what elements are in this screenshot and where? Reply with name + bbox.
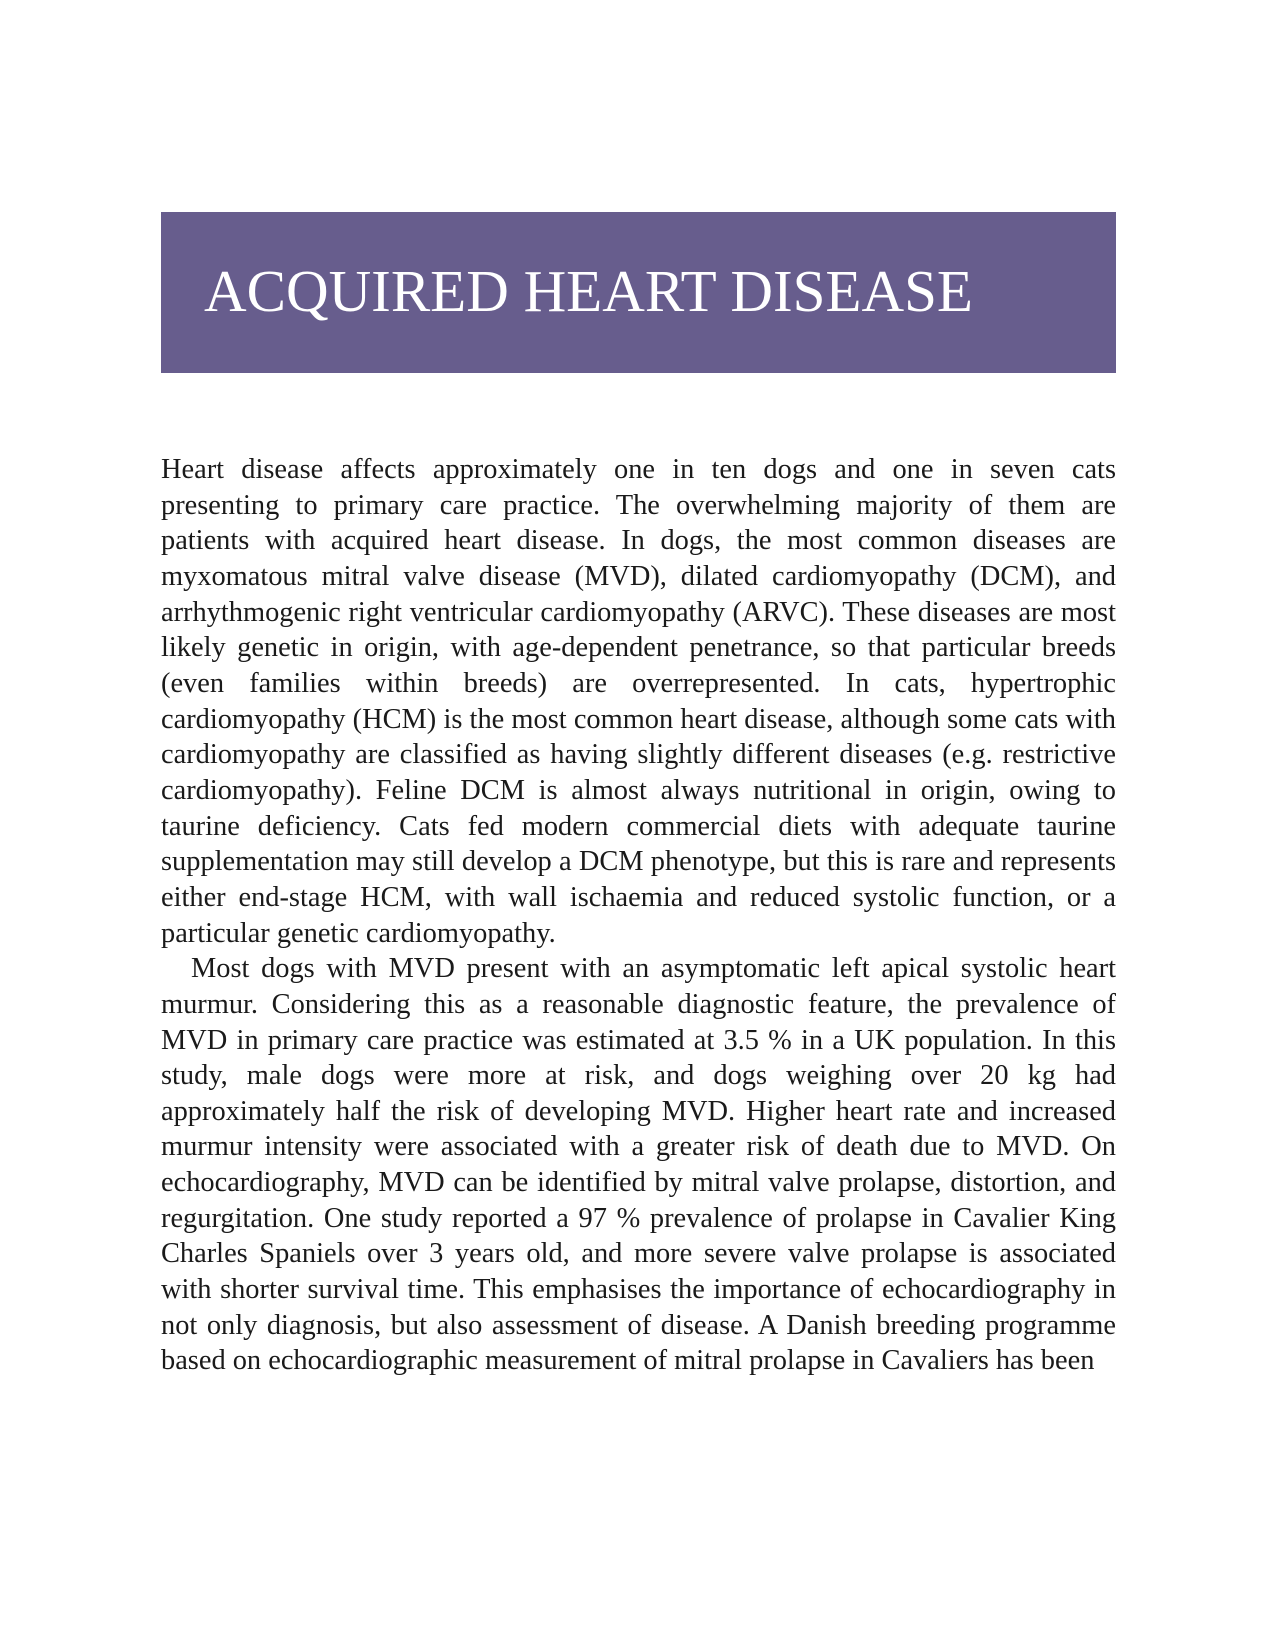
- paragraph-mvd: Most dogs with MVD present with an asymptomatic left apical systolic heart murmur. Considering this as a reasonable diagnostic feature, the prevalence of MVD in primary care practice was estimated at 3.5 % in a UK population. In this study, male dogs were more at risk, and dogs weighing over 20 kg had approximately half the risk of developing MVD. Higher heart rate and increased murmur intensity were associated with a greater risk of death due to MVD. On echocardiography, MVD can be identified by mitral valve prolapse, distortion, and regurgitation. One study reported a 97 % prevalence of prolapse in Cavalier King Charles Spaniels over 3 years old, and more severe valve prolapse is associated with shorter survival time. This emphasises the importance of echocardiography in not only diagnosis, but also assessment of disease. A Danish breeding programme based on echocardiographic measurement of mitral prolapse in Cavaliers has been: [161, 953, 1116, 1377]
- paragraph-intro: Heart disease affects approximately one in ten dogs and one in seven cats presenting to primary care practice. The overwhelming majority of them are patients with acquired heart disease. In dogs, the most common diseases are myxomatous mitral valve disease (MVD), dilated cardiomyopathy (DCM), and arrhythmogenic right ventricular cardiomyopathy (ARVC). These diseases are most likely genetic in origin, with age-dependent penetrance, so that particular breeds (even families within breeds) are overrepresented. In cats, hypertrophic cardiomyopathy (HCM) is the most common heart disease, although some cats with cardiomyopathy are classified as having slightly different diseases (e.g. restrictive cardiomyopathy). Feline DCM is almost always nutritional in origin, owing to taurine deficiency. Cats fed modern commercial diets with adequate taurine supplementation may still develop a DCM phenotype, but this is rare and represents either end-stage HCM, with wall ischaemia and reduced systolic function, or a particular genetic cardiomyopathy.: [161, 454, 1116, 949]
- chapter-title-banner: [161, 212, 1116, 373]
- body-text: [161, 452, 1116, 1379]
- chapter-title: ACQUIRED HEART DISEASE: [204, 258, 973, 324]
